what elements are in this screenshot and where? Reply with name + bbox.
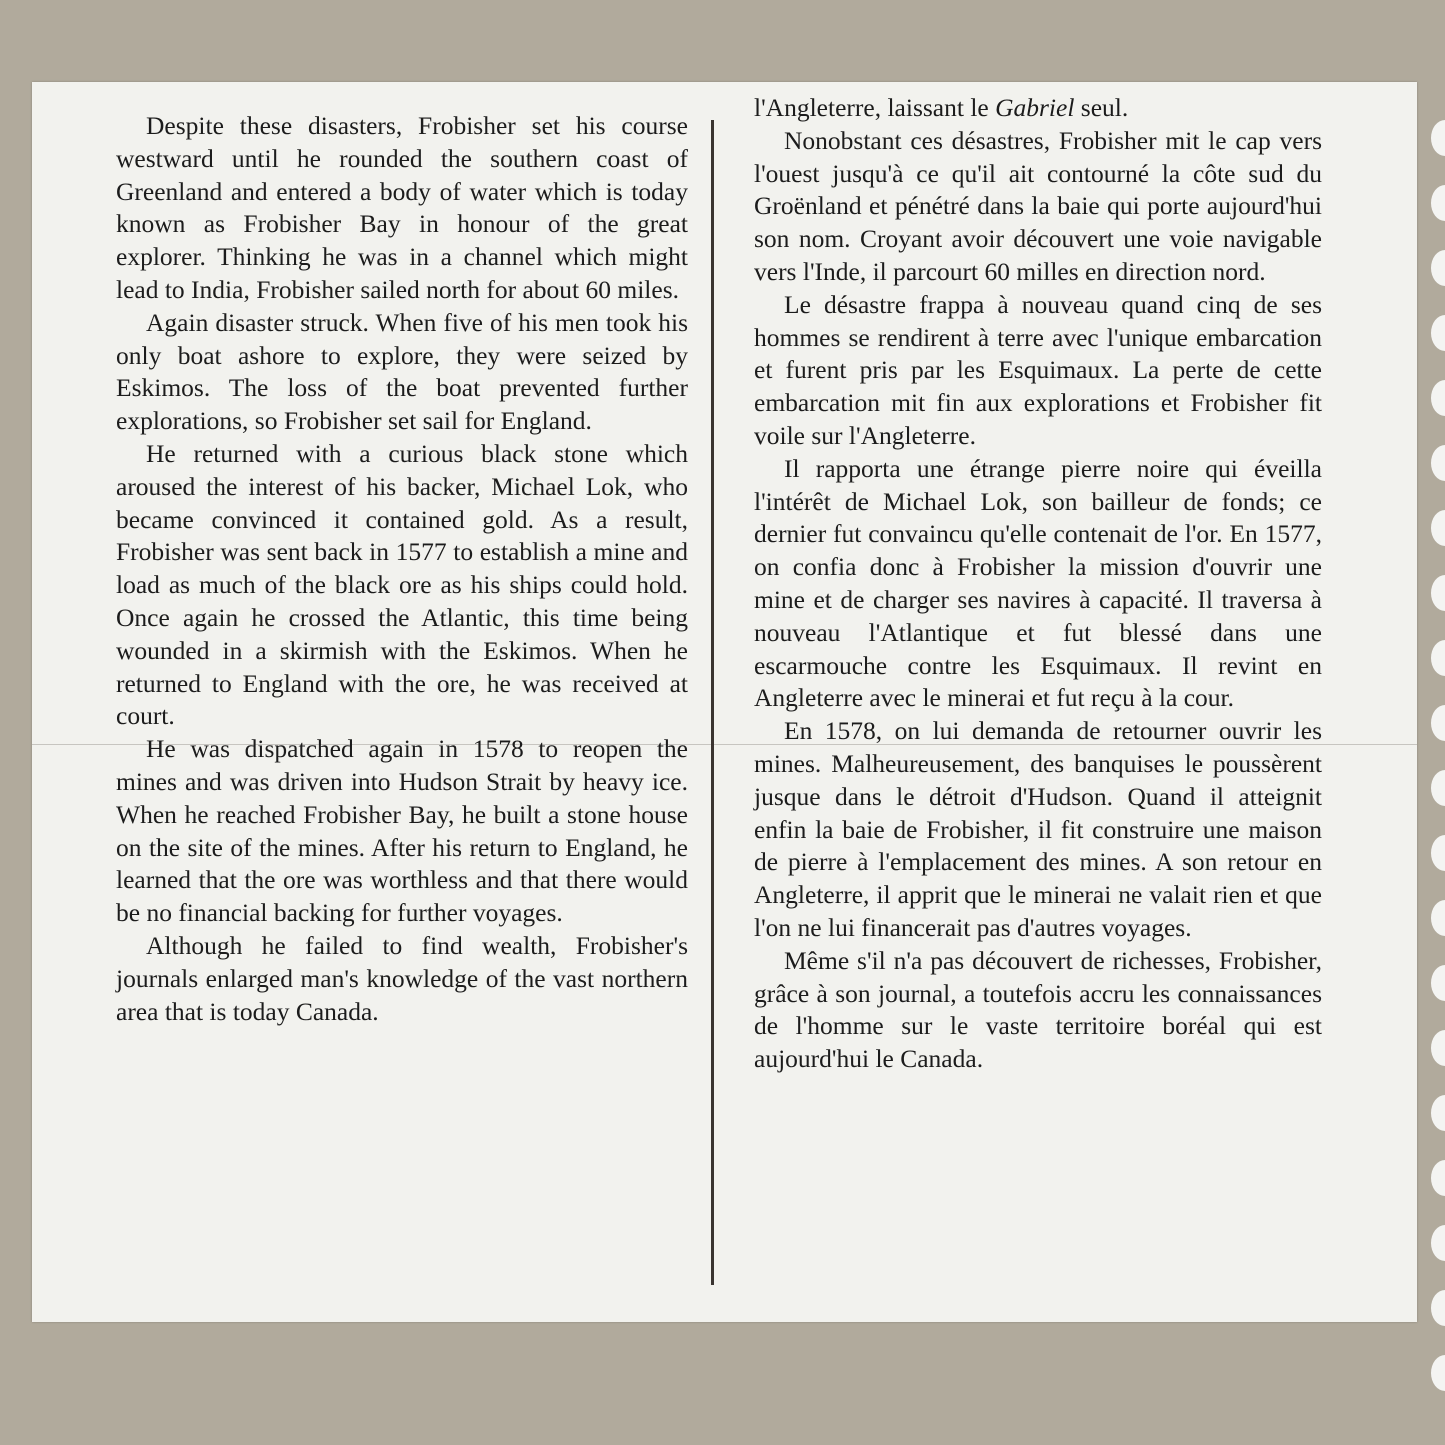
french-paragraph-3: Il rapporta une étrange pierre noire qui éveilla l'intérêt de Michael Lok, son bailleur de fonds; ce dernier fut convaincu qu'elle contenait de l'or. En 1577, on confia donc à Frobisher la mission d'ouvrir une mine et de charger ses navires à capacité. Il traversa à nouveau l'Atlantique et fut blessé dans une escarmouche contre les Esquimaux. Il revint en Angleterre avec le minerai et fut reçu à la cour.	[754, 453, 1322, 713]
perforation-hole	[1431, 1030, 1445, 1066]
perforation-hole	[1431, 510, 1445, 546]
french-paragraph-5: Même s'il n'a pas découvert de richesses, Frobisher, grâce à son journal, a toutefois accru les connaissances de l'homme sur le vaste territoire boréal qui est aujourd'hui le Canada.	[754, 945, 1322, 1074]
perforation-hole	[1431, 1095, 1445, 1131]
english-column	[116, 110, 688, 1028]
perforation-hole	[1431, 1290, 1445, 1326]
french-column	[754, 92, 1322, 1076]
french-paragraph-2: Le désastre frappa à nouveau quand cinq de ses hommes se rendirent à terre avec l'unique embarcation et furent pris par les Esquimaux. La perte de cette embarcation mit fin aux explorations et Frobisher fit voile sur l'Angleterre.	[754, 289, 1322, 450]
perforation-hole	[1431, 965, 1445, 1001]
perforation-hole	[1431, 1160, 1445, 1196]
perforation-hole	[1431, 315, 1445, 351]
english-paragraph-5: Although he failed to find wealth, Frobisher's journals enlarged man's knowledge of the vast northern area that is today Canada.	[116, 930, 688, 1026]
french-opening-text: l'Angleterre, laissant le	[754, 93, 996, 122]
perforation-hole	[1431, 1225, 1445, 1261]
french-paragraph-4: En 1578, on lui demanda de retourner ouvrir les mines. Malheureusement, des banquises le poussèrent jusque dans le détroit d'Hudson. Quand il atteignit enfin la baie de Frobisher, il fit construire une maison de pierre à l'emplacement des mines. A son retour en Angleterre, il apprit que le minerai ne valait rien et que l'on ne lui financerait pas d'autres voyages.	[754, 716, 1322, 942]
perforation-hole	[1431, 185, 1445, 221]
perforation-hole	[1431, 835, 1445, 871]
perforation-hole	[1431, 1355, 1445, 1391]
perforation-hole	[1431, 900, 1445, 936]
perforation-hole	[1431, 770, 1445, 806]
perforation-hole	[1431, 120, 1445, 156]
perforation-hole	[1431, 575, 1445, 611]
stamp-perforation-edge	[1431, 120, 1445, 1430]
french-opening-end: seul.	[1074, 93, 1129, 122]
english-paragraph-3: He returned with a curious black stone which aroused the interest of his backer, Michael Lok, who became convinced it contained gold. As a result, Frobisher was sent back in 1577 to establish a mine and load as much of the black ore as his ships could hold. Once again he crossed the Atlantic, this time being wounded in a skirmish with the Eskimos. When he returned to England with the ore, he was received at court.	[116, 438, 688, 731]
ship-name-gabriel: Gabriel	[995, 93, 1075, 122]
english-paragraph-1: Despite these disasters, Frobisher set his course westward until he rounded the southern coast of Greenland and entered a body of water which is today known as Frobisher Bay in honour of the great explorer. Thinking he was in a channel which might lead to India, Frobisher sailed north for about 60 miles.	[116, 111, 688, 304]
column-divider	[711, 120, 714, 1285]
perforation-hole	[1431, 705, 1445, 741]
french-paragraph-1: Nonobstant ces désastres, Frobisher mit le cap vers l'ouest jusqu'à ce qu'il ait contourné la côte sud du Groënland et pénétré dans la baie qui porte aujourd'hui son nom. Croyant avoir découvert une voie navigable vers l'Inde, il parcourt 60 milles en direction nord.	[754, 125, 1322, 286]
french-opening-line	[754, 92, 1322, 125]
english-paragraph-4: He was dispatched again in 1578 to reopen the mines and was driven into Hudson Strait by heavy ice. When he reached Frobisher Bay, he built a stone house on the site of the mines. After his return to England, he learned that the ore was worthless and that there would be no financial backing for further voyages.	[116, 734, 688, 928]
perforation-hole	[1431, 380, 1445, 416]
perforation-hole	[1431, 445, 1445, 481]
document-page	[32, 82, 1417, 1322]
perforation-hole	[1431, 640, 1445, 676]
english-paragraph-2: Again disaster struck. When five of his men took his only boat ashore to explore, they were seized by Eskimos. The loss of the boat prevented further explorations, so Frobisher set sail for England.	[116, 307, 688, 436]
perforation-hole	[1431, 250, 1445, 286]
